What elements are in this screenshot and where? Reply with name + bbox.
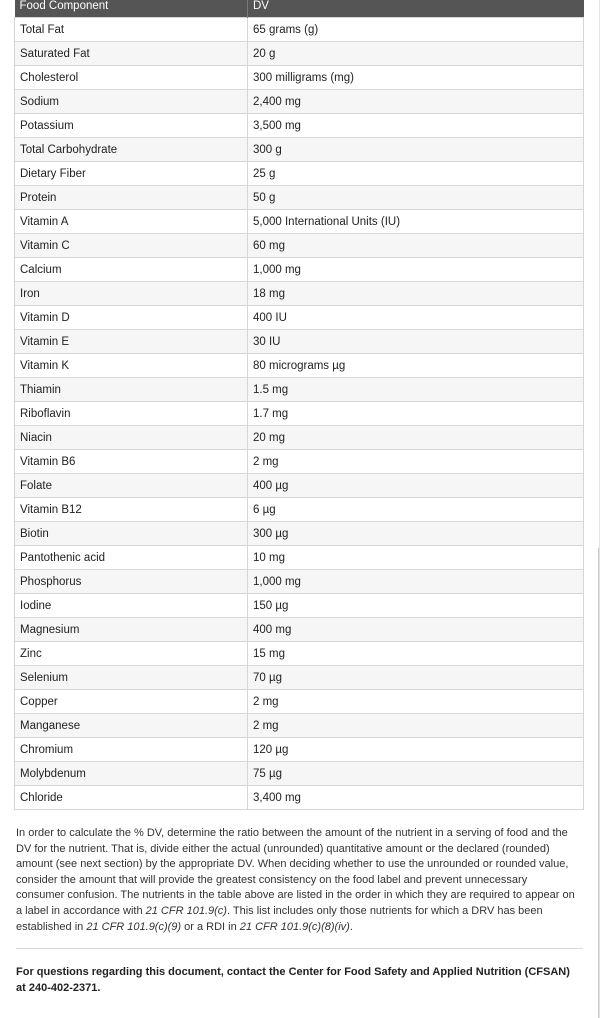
table-row [15,546,584,570]
food-component-cell: Phosphorus [15,570,248,594]
table-row [15,186,584,210]
table-row [15,762,584,786]
food-component-cell: Cholesterol [15,66,248,90]
table-row [15,618,584,642]
table-row [15,210,584,234]
food-component-cell: Molybdenum [15,762,248,786]
dv-value-cell: 1.5 mg [248,378,584,402]
note-text-3: or a RDI in [181,920,240,933]
citation-link-101-9-c-8-iv[interactable]: 21 CFR 101.9(c)(8)(iv) [239,920,350,933]
food-component-cell: Vitamin A [15,210,248,234]
table-row [15,234,584,258]
table-row [15,66,584,90]
table-header-row [15,0,584,18]
food-component-cell: Thiamin [15,378,248,402]
food-component-cell: Copper [15,690,248,714]
header-food-component: Food Component [15,0,248,18]
table-row [15,330,584,354]
dv-value-cell: 300 milligrams (mg) [248,66,584,90]
food-component-cell: Sodium [15,90,248,114]
table-row [15,690,584,714]
food-component-cell: Magnesium [15,618,248,642]
food-component-cell: Saturated Fat [15,42,248,66]
food-component-cell: Dietary Fiber [15,162,248,186]
dv-value-cell: 10 mg [248,546,584,570]
dv-value-cell: 2,400 mg [248,90,584,114]
table-row [15,138,584,162]
citation-link-101-9-c-9[interactable]: 21 CFR 101.9(c)(9) [86,920,182,933]
dv-value-cell: 5,000 International Units (IU) [248,210,584,234]
table-row [15,378,584,402]
food-component-cell: Potassium [15,114,248,138]
food-component-cell: Vitamin B12 [15,498,248,522]
table-row [15,114,584,138]
header-dv: DV [248,0,584,18]
dv-value-cell: 70 µg [248,666,584,690]
dv-value-cell: 300 g [248,138,584,162]
note-text-1: In order to calculate the % DV, determine the ratio between the amount of the nutrient in a serving of food and the DV for the nutrient. That is, divide either the actual (unrounded) quantitative amount or the declared (rounded) amount (see next section) by the appropriate DV. When deciding whether to use the unrounded or rounded value, consider the amount that will provide the greatest consistency on the food label and prevent unnecessary consumer confusion. The nutrients in the table above are listed in the order in which they are required to appear on a label in accordance with [16,827,575,917]
food-component-cell: Total Carbohydrate [15,138,248,162]
food-component-cell: Total Fat [15,18,248,42]
dv-value-cell: 50 g [248,186,584,210]
food-component-cell: Pantothenic acid [15,546,248,570]
table-row [15,18,584,42]
contact-info: For questions regarding this document, contact the Center for Food Safety and Applied Nutrition (CFSAN) at 240-402-2371. [16,966,570,994]
note-text-2: . This list includes only those nutrients for which a DRV has been established in [16,904,543,933]
table-row [15,306,584,330]
dv-value-cell: 120 µg [248,738,584,762]
dv-value-cell: 18 mg [248,282,584,306]
dv-value-cell: 30 IU [248,330,584,354]
daily-values-table [14,0,584,810]
dv-value-cell: 80 micrograms µg [248,354,584,378]
dv-value-cell: 65 grams (g) [248,18,584,42]
food-component-cell: Vitamin E [15,330,248,354]
food-component-cell: Chromium [15,738,248,762]
note-text-4: . [349,920,353,933]
dv-value-cell: 400 µg [248,474,584,498]
food-component-cell: Iron [15,282,248,306]
food-component-cell: Folate [15,474,248,498]
table-row [15,450,584,474]
dv-value-cell: 60 mg [248,234,584,258]
table-row [15,474,584,498]
table-row [15,738,584,762]
dv-value-cell: 2 mg [248,690,584,714]
dv-value-cell: 1.7 mg [248,402,584,426]
table-row [15,282,584,306]
table-row [15,522,584,546]
table-row [15,162,584,186]
food-component-cell: Manganese [15,714,248,738]
dv-value-cell: 2 mg [248,450,584,474]
dv-value-cell: 75 µg [248,762,584,786]
food-component-cell: Niacin [15,426,248,450]
table-row [15,402,584,426]
dv-value-cell: 400 IU [248,306,584,330]
food-component-cell: Vitamin K [15,354,248,378]
food-component-cell: Protein [15,186,248,210]
table-row [15,786,584,810]
dv-value-cell: 300 µg [248,522,584,546]
food-component-cell: Biotin [15,522,248,546]
table-row [15,426,584,450]
table-row [15,42,584,66]
dv-value-cell: 150 µg [248,594,584,618]
table-row [15,498,584,522]
table-row [15,90,584,114]
table-row [15,570,584,594]
food-component-cell: Zinc [15,642,248,666]
dv-value-cell: 1,000 mg [248,570,584,594]
explanatory-note [16,826,576,935]
food-component-cell: Vitamin B6 [15,450,248,474]
dv-value-cell: 400 mg [248,618,584,642]
food-component-cell: Calcium [15,258,248,282]
dv-value-cell: 20 mg [248,426,584,450]
dv-value-cell: 1,000 mg [248,258,584,282]
table-row [15,594,584,618]
table-row [15,642,584,666]
citation-link-101-9-c[interactable]: 21 CFR 101.9(c) [145,904,227,917]
dv-value-cell: 25 g [248,162,584,186]
scroll-edge-line [598,548,599,1018]
dv-value-cell: 20 g [248,42,584,66]
dv-value-cell: 6 µg [248,498,584,522]
food-component-cell: Chloride [15,786,248,810]
section-divider [16,948,583,949]
dv-value-cell: 2 mg [248,714,584,738]
table-row [15,666,584,690]
food-component-cell: Riboflavin [15,402,248,426]
dv-value-cell: 3,400 mg [248,786,584,810]
dv-value-cell: 15 mg [248,642,584,666]
food-component-cell: Vitamin D [15,306,248,330]
dv-value-cell: 3,500 mg [248,114,584,138]
food-component-cell: Vitamin C [15,234,248,258]
table-body [15,18,584,810]
food-component-cell: Iodine [15,594,248,618]
food-component-cell: Selenium [15,666,248,690]
table-row [15,354,584,378]
table-row [15,258,584,282]
table-row [15,714,584,738]
